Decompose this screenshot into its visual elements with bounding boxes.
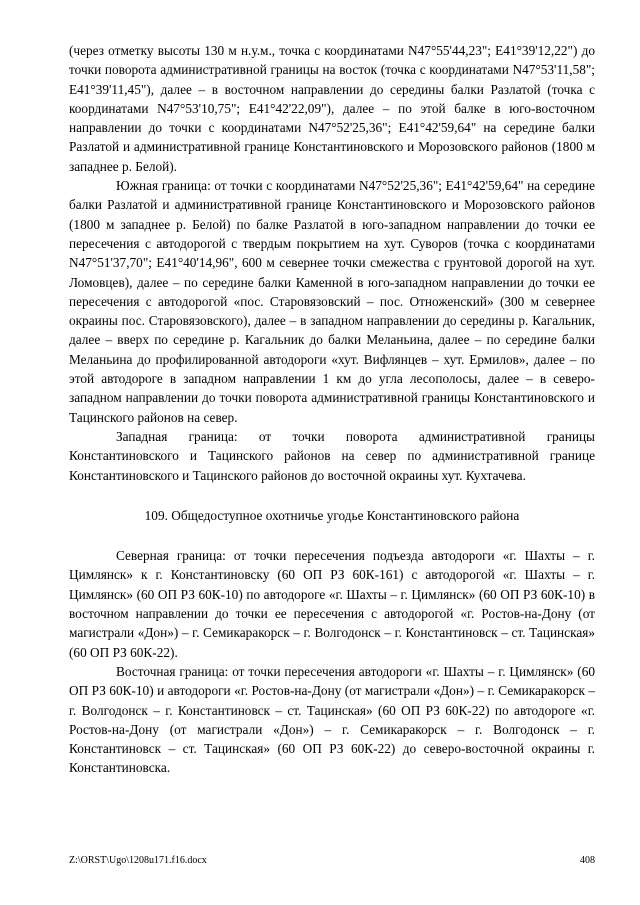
paragraph-northern-boundary-continued: (через отметку высоты 130 м н.у.м., точка с координатами N47°55'44,23"; E41°39'12,22") до точки поворота административной границы на восток (точка с координатами N47°53'11,58"; E41°39'11,45"), далее – в восточном направлении до середины балки Разлатой (точка с координатами N47°53'10,75"; E41°42'22,09"), далее – по этой балке в юго-восточном направлении до точки с координатами N47°52'25,36"; E41°42'59,64" на середине балки Разлатой и административной границе Константиновского и Морозовского районов (1800 м западнее р. Белой). [69,43,595,174]
document-body [69,41,595,778]
paragraph-western-boundary: Западная граница: от точки поворота административной границы Константиновского и Тацинского районов на север по административной границе Константиновского и Тацинского районов до восточной окраины хут. Кухтачева. [69,428,595,483]
footer-file-path: Z:\ORST\Ugo\1208u171.f16.docx [69,855,207,866]
paragraph-southern-boundary: Южная граница: от точки с координатами N47°52'25,36"; E41°42'59,64" на середине балки Разлатой и административной границе Константиновского и Морозовского районов (1800 м западнее р. Белой) по балке Разлатой в юго-западном направлении до точки ее пересечения с автодорогой с твердым покрытием на хут. Суворов (точка с координатами N47°51'37,70"; E41°40'14,96", 600 м севернее точки смежества с грунтовой дорогой на хут. Ломовцев), далее – по середине балки Каменной в юго-западном направлении до точки ее пересечения с автодорогой «пос. Старовязовский – пос. Отноженский» (300 м севернее окраины пос. Старовязовского), далее – в западном направлении до середины р. Кагальник, далее – вверх по середине р. Кагальник до балки Меланьина, далее – по середине балки Меланьина до профилированной автодороги «хут. Вифлянцев – хут. Ермилов», далее – по этой автодороге в западном направлении 1 км до угла лесополосы, далее – в северо-западном направлении до точки поворота административной границы Константиновского и Тацинского районов на север. [69,178,595,425]
paragraph-eastern-boundary: Восточная граница: от точки пересечения автодороги «г. Шахты – г. Цимлянск» (60 ОП РЗ 60К-10) и автодороги «г. Ростов-на-Дону (от магистрали «Дон») – г. Семикаракорск – г. Волгодонск – г. Константиновск – ст. Тацинская» (60 ОП РЗ 60К-22) по автодороге «г. Ростов-на-Дону (от магистрали «Дон») – г. Семикаракорск – г. Волгодонск – г. Константиновск – ст. Тацинская» (60 ОП РЗ 60К-22) до северо-восточной окраины г. Константиновска. [69,663,595,776]
footer-page-number: 408 [580,855,595,866]
paragraph-northern-boundary: Северная граница: от точки пересечения подъезда автодороги «г. Шахты – г. Цимлянск» к г. Константиновску (60 ОП РЗ 60К-161) с автодорогой «г. Шахты – г. Цимлянск» (60 ОП РЗ 60К-10) по автодороге «г. Шахты – г. Цимлянск» (60 ОП РЗ 60К-10) в восточном направлении до точки ее пересечения с автодорогой «г. Ростов-на-Дону (от магистрали «Дон») – г. Семикаракорск – г. Волгодонск – г. Константиновск – ст. Тацинская» (60 ОП РЗ 60К-22). [69,548,595,660]
section-heading: 109. Общедоступное охотничье угодье Константиновского района [144,507,520,523]
